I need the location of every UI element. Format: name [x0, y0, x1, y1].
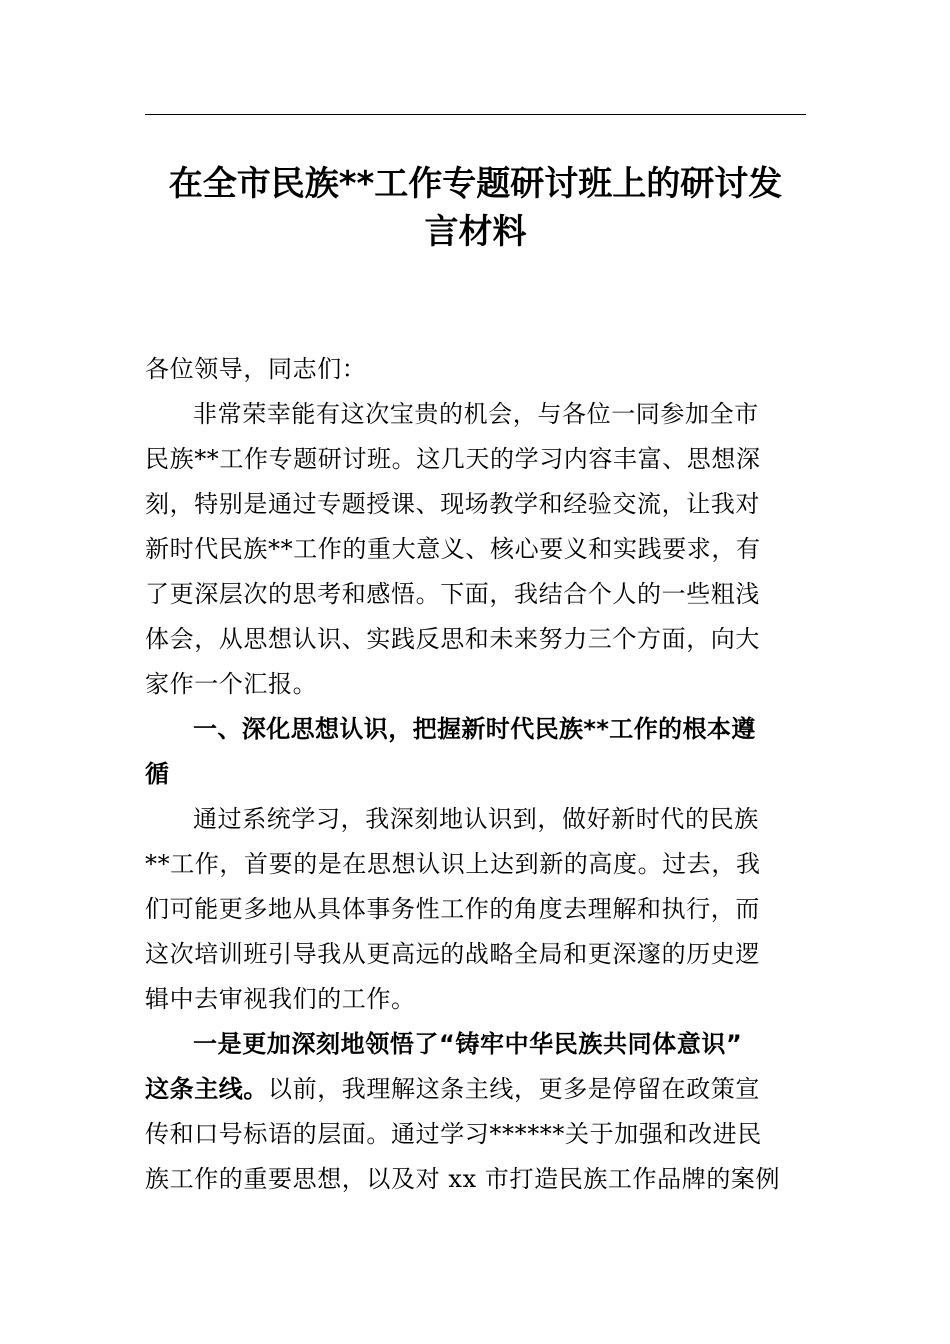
document-body — [145, 347, 806, 1202]
header-rule — [145, 114, 806, 115]
text-line: **工作，首要的是在思想认识上达到新的高度。过去，我 — [145, 850, 761, 878]
text-line — [145, 1067, 806, 1112]
text-line: 家作一个汇报。 — [145, 670, 318, 698]
text-line: 民族**工作专题研讨班。这几天的学习内容丰富、思想深 — [145, 445, 761, 473]
text-line: 通过系统学习，我深刻地认识到，做好新时代的民族 — [193, 805, 759, 833]
text-line: 了更深层次的思考和感悟。下面，我结合个人的一些粗浅 — [145, 580, 760, 608]
lead-line-1: 一是更加深刻地领悟了“铸牢中华民族共同体意识” — [193, 1030, 743, 1058]
paragraph-section-1 — [145, 797, 806, 1022]
text-line: 辑中去审视我们的工作。 — [145, 985, 416, 1013]
section-heading-1 — [145, 707, 806, 797]
text-line: 族工作的重要思想，以及对 xx 市打造民族工作品牌的案例 — [145, 1165, 781, 1193]
text-line: 这次培训班引导我从更高远的战略全局和更深邃的历史逻 — [145, 940, 760, 968]
heading-line-1: 一、深化思想认识，把握新时代民族**工作的根本遵 — [193, 715, 756, 743]
heading-line-2: 循 — [145, 760, 170, 788]
text-span: 以前，我理解这条主线，更多是停留在政策宣 — [268, 1075, 760, 1103]
text-line: 非常荣幸能有这次宝贵的机会，与各位一同参加全市 — [193, 400, 759, 428]
text-line: 们可能更多地从具体事务性工作的角度去理解和执行，而 — [145, 895, 760, 923]
paragraph-point-1 — [145, 1022, 806, 1202]
document-title — [145, 160, 806, 256]
lead-line-2: 这条主线。 — [145, 1075, 268, 1103]
greeting: 各位领导，同志们： — [145, 355, 367, 383]
paragraph-intro — [145, 392, 806, 707]
text-line: 新时代民族**工作的重大意义、核心要义和实践要求，有 — [145, 535, 761, 563]
title-line-1: 在全市民族**工作专题研讨班上的研讨发 — [168, 164, 783, 204]
text-line: 体会，从思想认识、实践反思和未来努力三个方面，向大 — [145, 625, 760, 653]
text-line: 传和口号标语的层面。通过学习******关于加强和改进民 — [145, 1120, 762, 1148]
text-line: 刻，特别是通过专题授课、现场教学和经验交流，让我对 — [145, 490, 760, 518]
title-line-2: 言材料 — [424, 212, 527, 252]
